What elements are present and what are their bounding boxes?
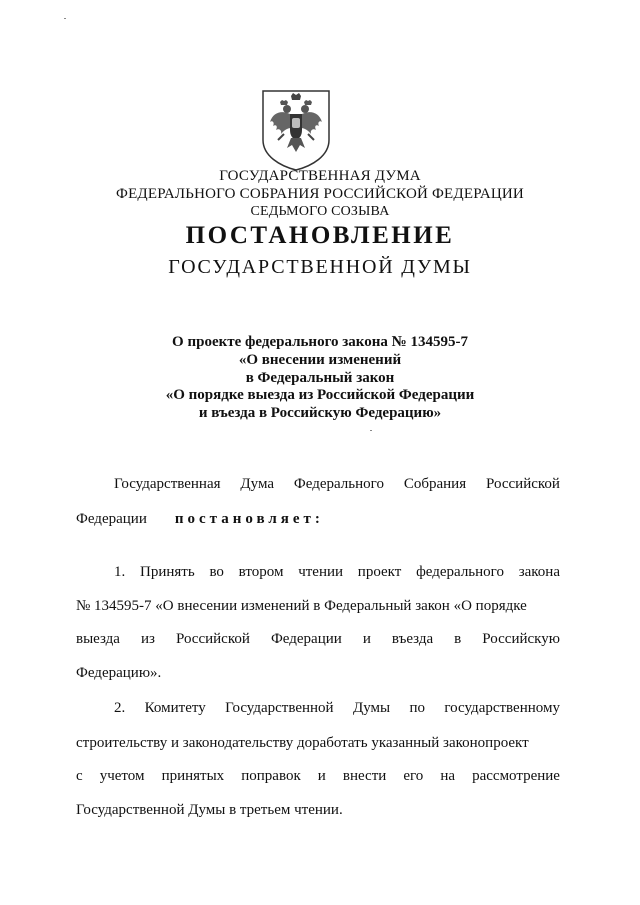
word: принятых bbox=[161, 768, 225, 784]
title-line-4: «О порядке выезда из Российской Федерации bbox=[165, 387, 475, 403]
document-type-heading: ПОСТАНОВЛЕНИЕ bbox=[185, 222, 455, 249]
word: Российской bbox=[175, 631, 250, 647]
header-convocation-line: СЕДЬМОГО СОЗЫВА bbox=[250, 204, 390, 219]
clause-1-line-1 bbox=[114, 564, 560, 581]
word: государственному bbox=[444, 700, 560, 716]
scan-speck bbox=[370, 430, 372, 431]
word: выезда bbox=[76, 631, 120, 647]
word: из bbox=[140, 631, 155, 647]
clause-1-line-3 bbox=[76, 631, 560, 648]
word: чтении bbox=[298, 564, 344, 580]
word: и bbox=[317, 768, 326, 784]
word: Федерации bbox=[270, 631, 342, 647]
word: с bbox=[76, 768, 83, 784]
word: Комитету bbox=[144, 700, 206, 716]
word: Федерального bbox=[293, 476, 384, 492]
clause-2-line-2: строительству и законодательству доработать указанный законопроект bbox=[76, 735, 529, 751]
word: Принять bbox=[140, 564, 195, 580]
clause-1-line-2: № 134595-7 «О внесении изменений в Федеральный закон «О порядке bbox=[76, 598, 527, 614]
word: въезда bbox=[391, 631, 434, 647]
decree-word: постановляет: bbox=[174, 511, 324, 527]
word: в bbox=[454, 631, 462, 647]
preamble-federation-word: Федерации bbox=[76, 511, 147, 527]
word: во bbox=[209, 564, 224, 580]
header-duma-line: ГОСУДАРСТВЕННАЯ ДУМА bbox=[219, 168, 421, 184]
word: Собрания bbox=[403, 476, 467, 492]
word: его bbox=[403, 768, 424, 784]
clause-1-line-4: Федерацию». bbox=[76, 665, 162, 681]
word: Российскую bbox=[482, 631, 560, 647]
word: Дума bbox=[240, 476, 275, 492]
title-line-5: и въезда в Российскую Федерацию» bbox=[198, 405, 442, 421]
coat-of-arms-icon bbox=[260, 88, 332, 172]
issuer-heading: ГОСУДАРСТВЕННОЙ ДУМЫ bbox=[168, 256, 472, 278]
clause-2-line-4: Государственной Думы в третьем чтении. bbox=[76, 802, 343, 818]
word: на bbox=[440, 768, 456, 784]
word: проект bbox=[357, 564, 402, 580]
word: втором bbox=[238, 564, 284, 580]
title-line-2: «О внесении изменений bbox=[238, 352, 402, 368]
word: учетом bbox=[99, 768, 145, 784]
word: внести bbox=[342, 768, 387, 784]
preamble-line-2 bbox=[76, 511, 560, 528]
title-line-3: в Федеральный закон bbox=[245, 370, 395, 386]
word: рассмотрение bbox=[472, 768, 560, 784]
word: 1. bbox=[114, 564, 126, 580]
preamble-line-1 bbox=[114, 476, 560, 493]
title-line-1: О проекте федерального закона № 134595-7 bbox=[172, 334, 468, 350]
word: по bbox=[409, 700, 425, 716]
word: 2. bbox=[114, 700, 126, 716]
word: федерального bbox=[416, 564, 504, 580]
word: поправок bbox=[241, 768, 301, 784]
scan-speck bbox=[64, 18, 66, 19]
clause-2-line-1 bbox=[114, 700, 560, 717]
word: Российской bbox=[486, 476, 560, 492]
header-federal-assembly-line: ФЕДЕРАЛЬНОГО СОБРАНИЯ РОССИЙСКОЙ ФЕДЕРАЦИИ bbox=[116, 186, 524, 202]
clause-2-line-3 bbox=[76, 768, 560, 785]
word: Думы bbox=[352, 700, 391, 716]
word: и bbox=[362, 631, 371, 647]
word: закона bbox=[518, 564, 560, 580]
word: Государственная bbox=[114, 476, 221, 492]
word: Государственной bbox=[225, 700, 334, 716]
